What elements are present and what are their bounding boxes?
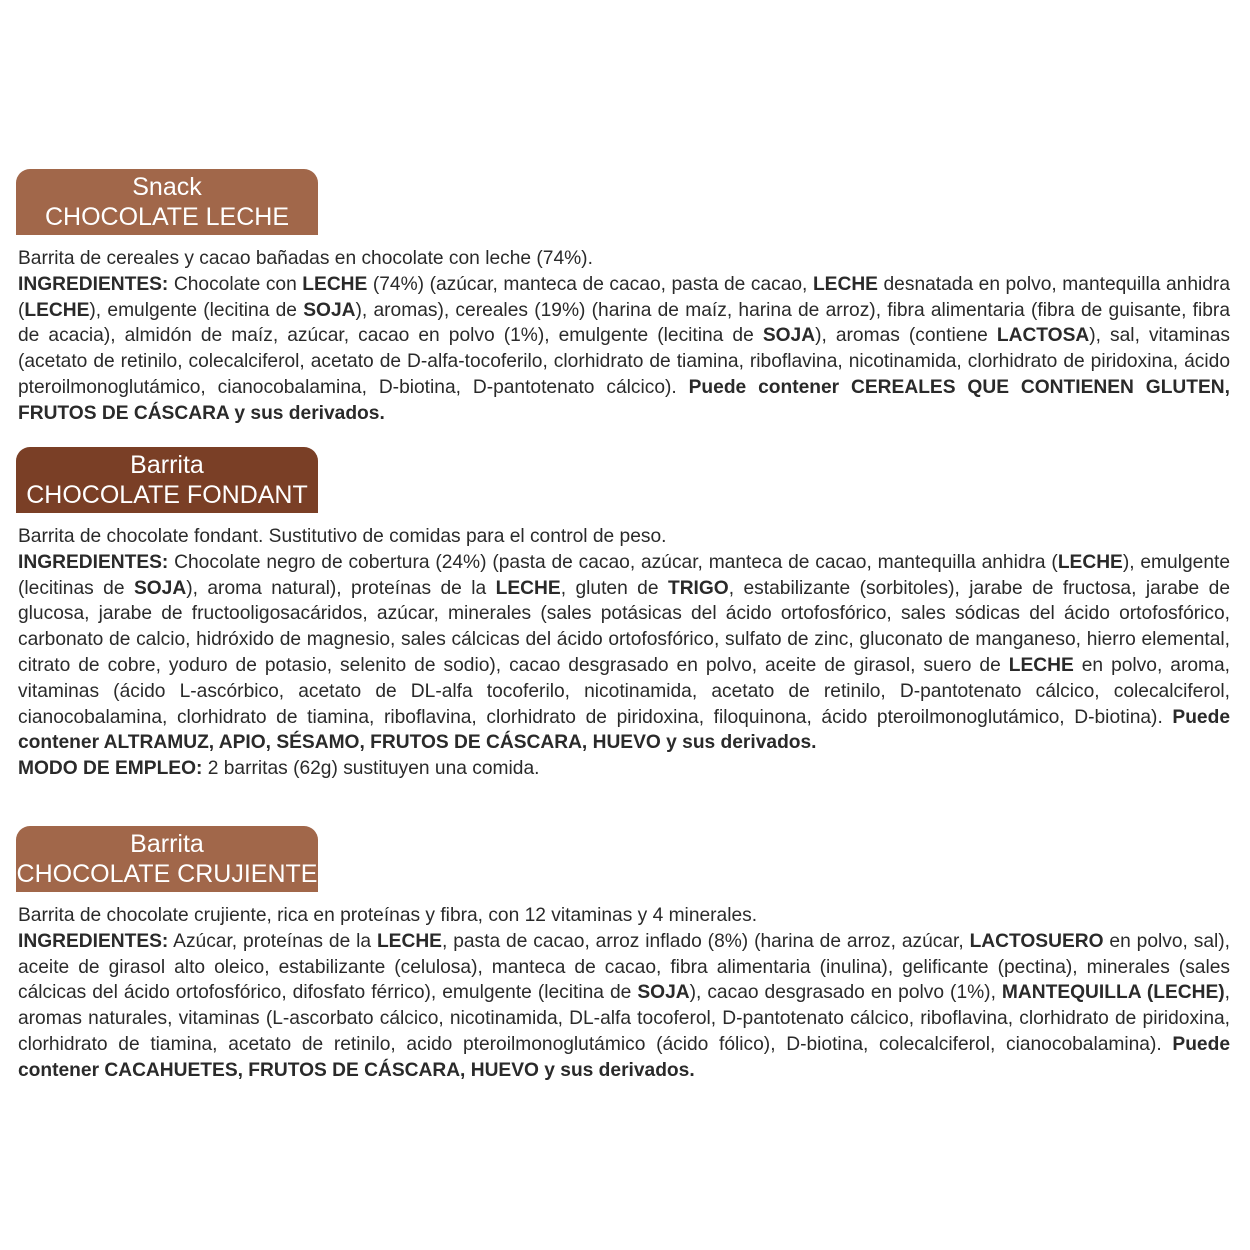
allergen-term: LECHE	[24, 299, 90, 321]
badge-line-2: CHOCOLATE CRUJIENTE	[16, 860, 318, 888]
badge-line-1: Barrita	[130, 451, 204, 479]
allergen-term: LECHE	[812, 273, 878, 295]
ingredients-segment: ), aromas), cereales (19%) (harina de maíz, harina de arroz), fibra alimentaria (fibra de guisante, fibra de acacia), almidón de maíz, azúcar, cacao en polvo (1%), emulgente (lecitina de	[18, 299, 1230, 347]
ingredients-segment: ), aroma natural), proteínas de la	[186, 577, 496, 599]
ingredients-label: INGREDIENTES:	[18, 930, 169, 952]
ingredients-segment: ), cacao desgrasado en polvo (1%),	[689, 982, 1002, 1004]
product-text	[18, 524, 1230, 782]
allergen-term: LECHE	[495, 577, 561, 599]
allergen-term: LECHE	[1008, 654, 1074, 676]
usage-paragraph	[18, 756, 1230, 782]
ingredients-segment: ), sal, vitaminas (acetato de retinilo, colecalciferol, acetato de D-alfa-tocoferilo, clorhidrato de tiamina, riboflavina, nicotinamida, clorhidrato de piridoxina, ácido pteroilmonoglutámico, cianocobalamina, D-biotina, D-pantotenato cálcico).	[18, 325, 1230, 398]
allergen-term: LECHE	[302, 273, 368, 295]
ingredients-text	[18, 552, 1230, 728]
ingredients-segment: ), emulgente (lecitina de	[89, 299, 304, 321]
ingredients-segment: , aromas naturales, vitaminas (L-ascorbato cálcico, nicotinamida, DL-alfa tocoferol, D-pantotenato cálcico, riboflavina, clorhidrato de piridoxina, clorhidrato de tiamina, acetato de retinilo, acido pteroilmonoglutámico (ácido fólico), D-biotina, colecalciferol, cianocobalamina).	[18, 982, 1230, 1055]
allergen-term: SOJA	[303, 299, 356, 321]
ingredients-segment: Chocolate negro de cobertura (24%) (pasta de cacao, azúcar, manteca de cacao, mantequilla anhidra (	[168, 551, 1058, 573]
ingredients-label: INGREDIENTES:	[18, 273, 169, 295]
allergen-term: SOJA	[762, 325, 816, 347]
ingredients-paragraph	[18, 272, 1230, 427]
ingredients-segment: ), emulgente (lecitinas de	[18, 551, 1230, 599]
usage-text: 2 barritas (62g) sustituyen una comida.	[202, 758, 540, 780]
product-text	[18, 246, 1230, 427]
allergen-term: LACTOSA	[996, 325, 1090, 347]
badge-line-2: CHOCOLATE LECHE	[44, 203, 290, 231]
ingredients-segment: en polvo, sal), aceite de girasol alto oleico, estabilizante (celulosa), manteca de cacao, fibra alimentaria (inulina), gelificante (pectina), minerales (sales cálcicas del ácido ortofosfórico, difosfato férrico), emulgente (lecitina de	[18, 930, 1230, 1004]
allergen-warning: Puede contener CACAHUETES, FRUTOS DE CÁSCARA, HUEVO y sus derivados.	[18, 1033, 1230, 1081]
ingredients-segment: en polvo, aroma, vitaminas (ácido L-ascórbico, acetato de DL-alfa tocoferilo, nicotinamida, acetato de retinilo, D-pantotenato cálcico, colecalciferol, cianocobalamina, clorhidrato de tiamina, riboflavina, clorhidrato de piridoxina, filoquinona, ácido pteroilmonoglutámico, D-biotina).	[18, 654, 1230, 728]
product-description: Barrita de chocolate crujiente, rica en proteínas y fibra, con 12 vitaminas y 4 minerales.	[18, 905, 758, 926]
allergen-term: LACTOSUERO	[969, 930, 1104, 952]
product-description: Barrita de cereales y cacao bañadas en chocolate con leche (74%).	[18, 248, 593, 269]
product-description: Barrita de chocolate fondant. Sustitutivo de comidas para el control de peso.	[18, 526, 667, 547]
product-badge	[16, 826, 318, 892]
ingredients-text	[18, 931, 1230, 1055]
badge-line-1: Barrita	[130, 830, 204, 858]
product-badge	[16, 169, 318, 235]
allergen-term: LECHE	[376, 930, 442, 952]
ingredients-paragraph	[18, 929, 1230, 1084]
allergen-term: SOJA	[637, 982, 690, 1004]
ingredients-label: INGREDIENTES:	[18, 551, 169, 573]
ingredients-segment: (74%) (azúcar, manteca de cacao, pasta de cacao,	[367, 273, 813, 295]
product-badge	[16, 447, 318, 513]
allergen-warning: Puede contener ALTRAMUZ, APIO, SÉSAMO, FRUTOS DE CÁSCARA, HUEVO y sus derivados.	[18, 706, 1230, 754]
allergen-warning: Puede contener CEREALES QUE CONTIENEN GLUTEN, FRUTOS DE CÁSCARA y sus derivados.	[18, 376, 1230, 424]
product-text	[18, 903, 1230, 1084]
usage-label: MODO DE EMPLEO:	[18, 758, 203, 780]
badge-line-2: CHOCOLATE FONDANT	[26, 481, 308, 509]
allergen-term: TRIGO	[667, 577, 729, 599]
ingredients-paragraph	[18, 550, 1230, 756]
ingredients-segment: , gluten de	[560, 577, 668, 599]
ingredients-segment: ), aromas (contiene	[815, 325, 997, 347]
allergen-term: LECHE	[1057, 551, 1123, 573]
allergen-term: SOJA	[133, 577, 187, 599]
ingredients-segment: desnatada en polvo, mantequilla anhidra (	[18, 273, 1230, 321]
ingredients-segment: Azúcar, proteínas de la	[168, 930, 377, 952]
ingredients-segment: , pasta de cacao, arroz inflado (8%) (harina de arroz, azúcar,	[441, 930, 970, 952]
ingredients-segment: , estabilizante (sorbitoles), jarabe de fructosa, jarabe de glucosa, jarabe de fructooligosacáridos, azúcar, minerales (sales potásicas del ácido ortofosfórico, sales sódicas del ácido ortofosfórico, carbonato de calcio, hidróxido de magnesio, sales cálcicas del ácido ortofosfórico, sulfato de zinc, gluconato de manganeso, hierro elemental, citrato de cobre, yoduro de potasio, selenito de sodio), cacao desgrasado en polvo, aceite de girasol, suero de	[18, 577, 1231, 676]
badge-line-1: Snack	[132, 173, 202, 201]
ingredients-segment: Chocolate con	[168, 273, 303, 295]
allergen-term: MANTEQUILLA (LECHE)	[1001, 982, 1225, 1004]
